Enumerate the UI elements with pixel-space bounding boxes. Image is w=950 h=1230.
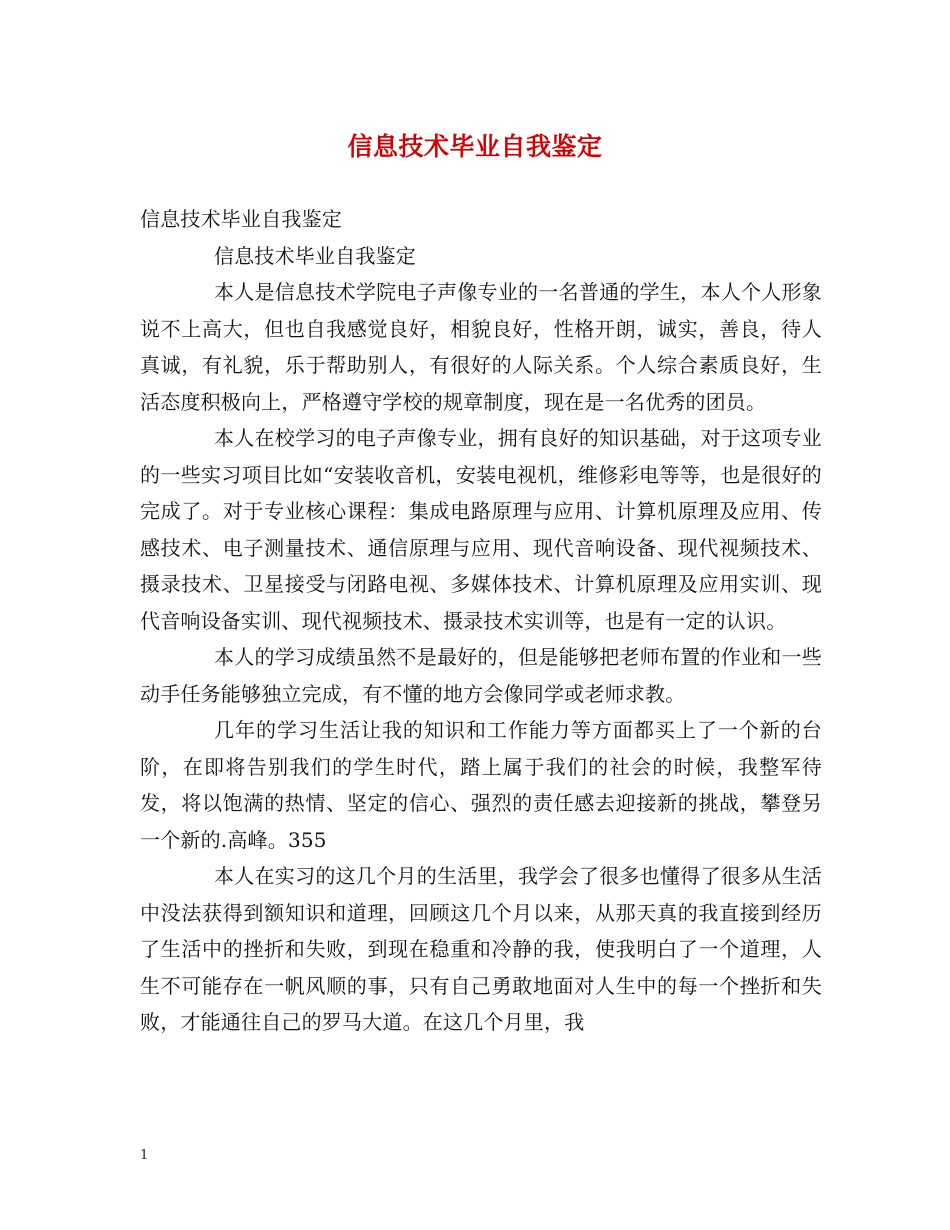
document-title: 信息技术毕业自我鉴定 (347, 132, 603, 161)
heading-plain: 信息技术毕业自我鉴定 (140, 207, 342, 231)
heading-indented: 信息技术毕业自我鉴定 (214, 243, 416, 268)
paragraph-5: 本人在实习的这几个月的生活里，我学会了很多也懂得了很多从生活中没法获得到额知识和道理，回顾这几个月以来，从那天真的我直接到经历了生活中的挫折和失败，到现在稳重和冷静的我，使我明白了一个道理，人生不可能存在一帆风顺的事，只有自己勇敢地面对人生中的每一个挫折和失败，才能通往自己的罗马大道。在这几个月里，我 (140, 864, 822, 1034)
paragraph-4: 几年的学习生活让我的知识和工作能力等方面都买上了一个新的台阶，在即将告别我们的学生时代，踏上属于我们的社会的时候，我整军待发，将以饱满的热情、坚定的信心、强烈的责任感去迎接新的挑战，攀登另一个新的.高峰。355 (140, 718, 822, 852)
page-number: 1 (140, 1148, 149, 1163)
paragraph-1: 本人是信息技术学院电子声像专业的一名普通的学生，本人个人形象说不上高大，但也自我感觉良好，相貌良好，性格开朗，诚实，善良，待人真诚，有礼貌，乐于帮助别人，有很好的人际关系。个人综合素质良好，生活态度积极向上，严格遵守学校的规章制度，现在是一名优秀的团员。 (140, 280, 822, 414)
paragraph-2: 本人在校学习的电子声像专业，拥有良好的知识基础，对于这项专业的一些实习项目比如“安装收音机，安装电视机，维修彩电等等，也是很好的完成了。对于专业核心课程：集成电路原理与应用、计算机原理及应用、传感技术、电子测量技术、通信原理与应用、现代音响设备、现代视频技术、摄录技术、卫星接受与闭路电视、多媒体技术、计算机原理及应用实训、现代音响设备实训、现代视频技术、摄录技术实训等，也是有一定的认识。 (140, 426, 822, 633)
document-body (140, 201, 822, 1041)
paragraph-3: 本人的学习成绩虽然不是最好的，但是能够把老师布置的作业和一些动手任务能够独立完成，有不懂的地方会像同学或老师求教。 (140, 645, 822, 706)
